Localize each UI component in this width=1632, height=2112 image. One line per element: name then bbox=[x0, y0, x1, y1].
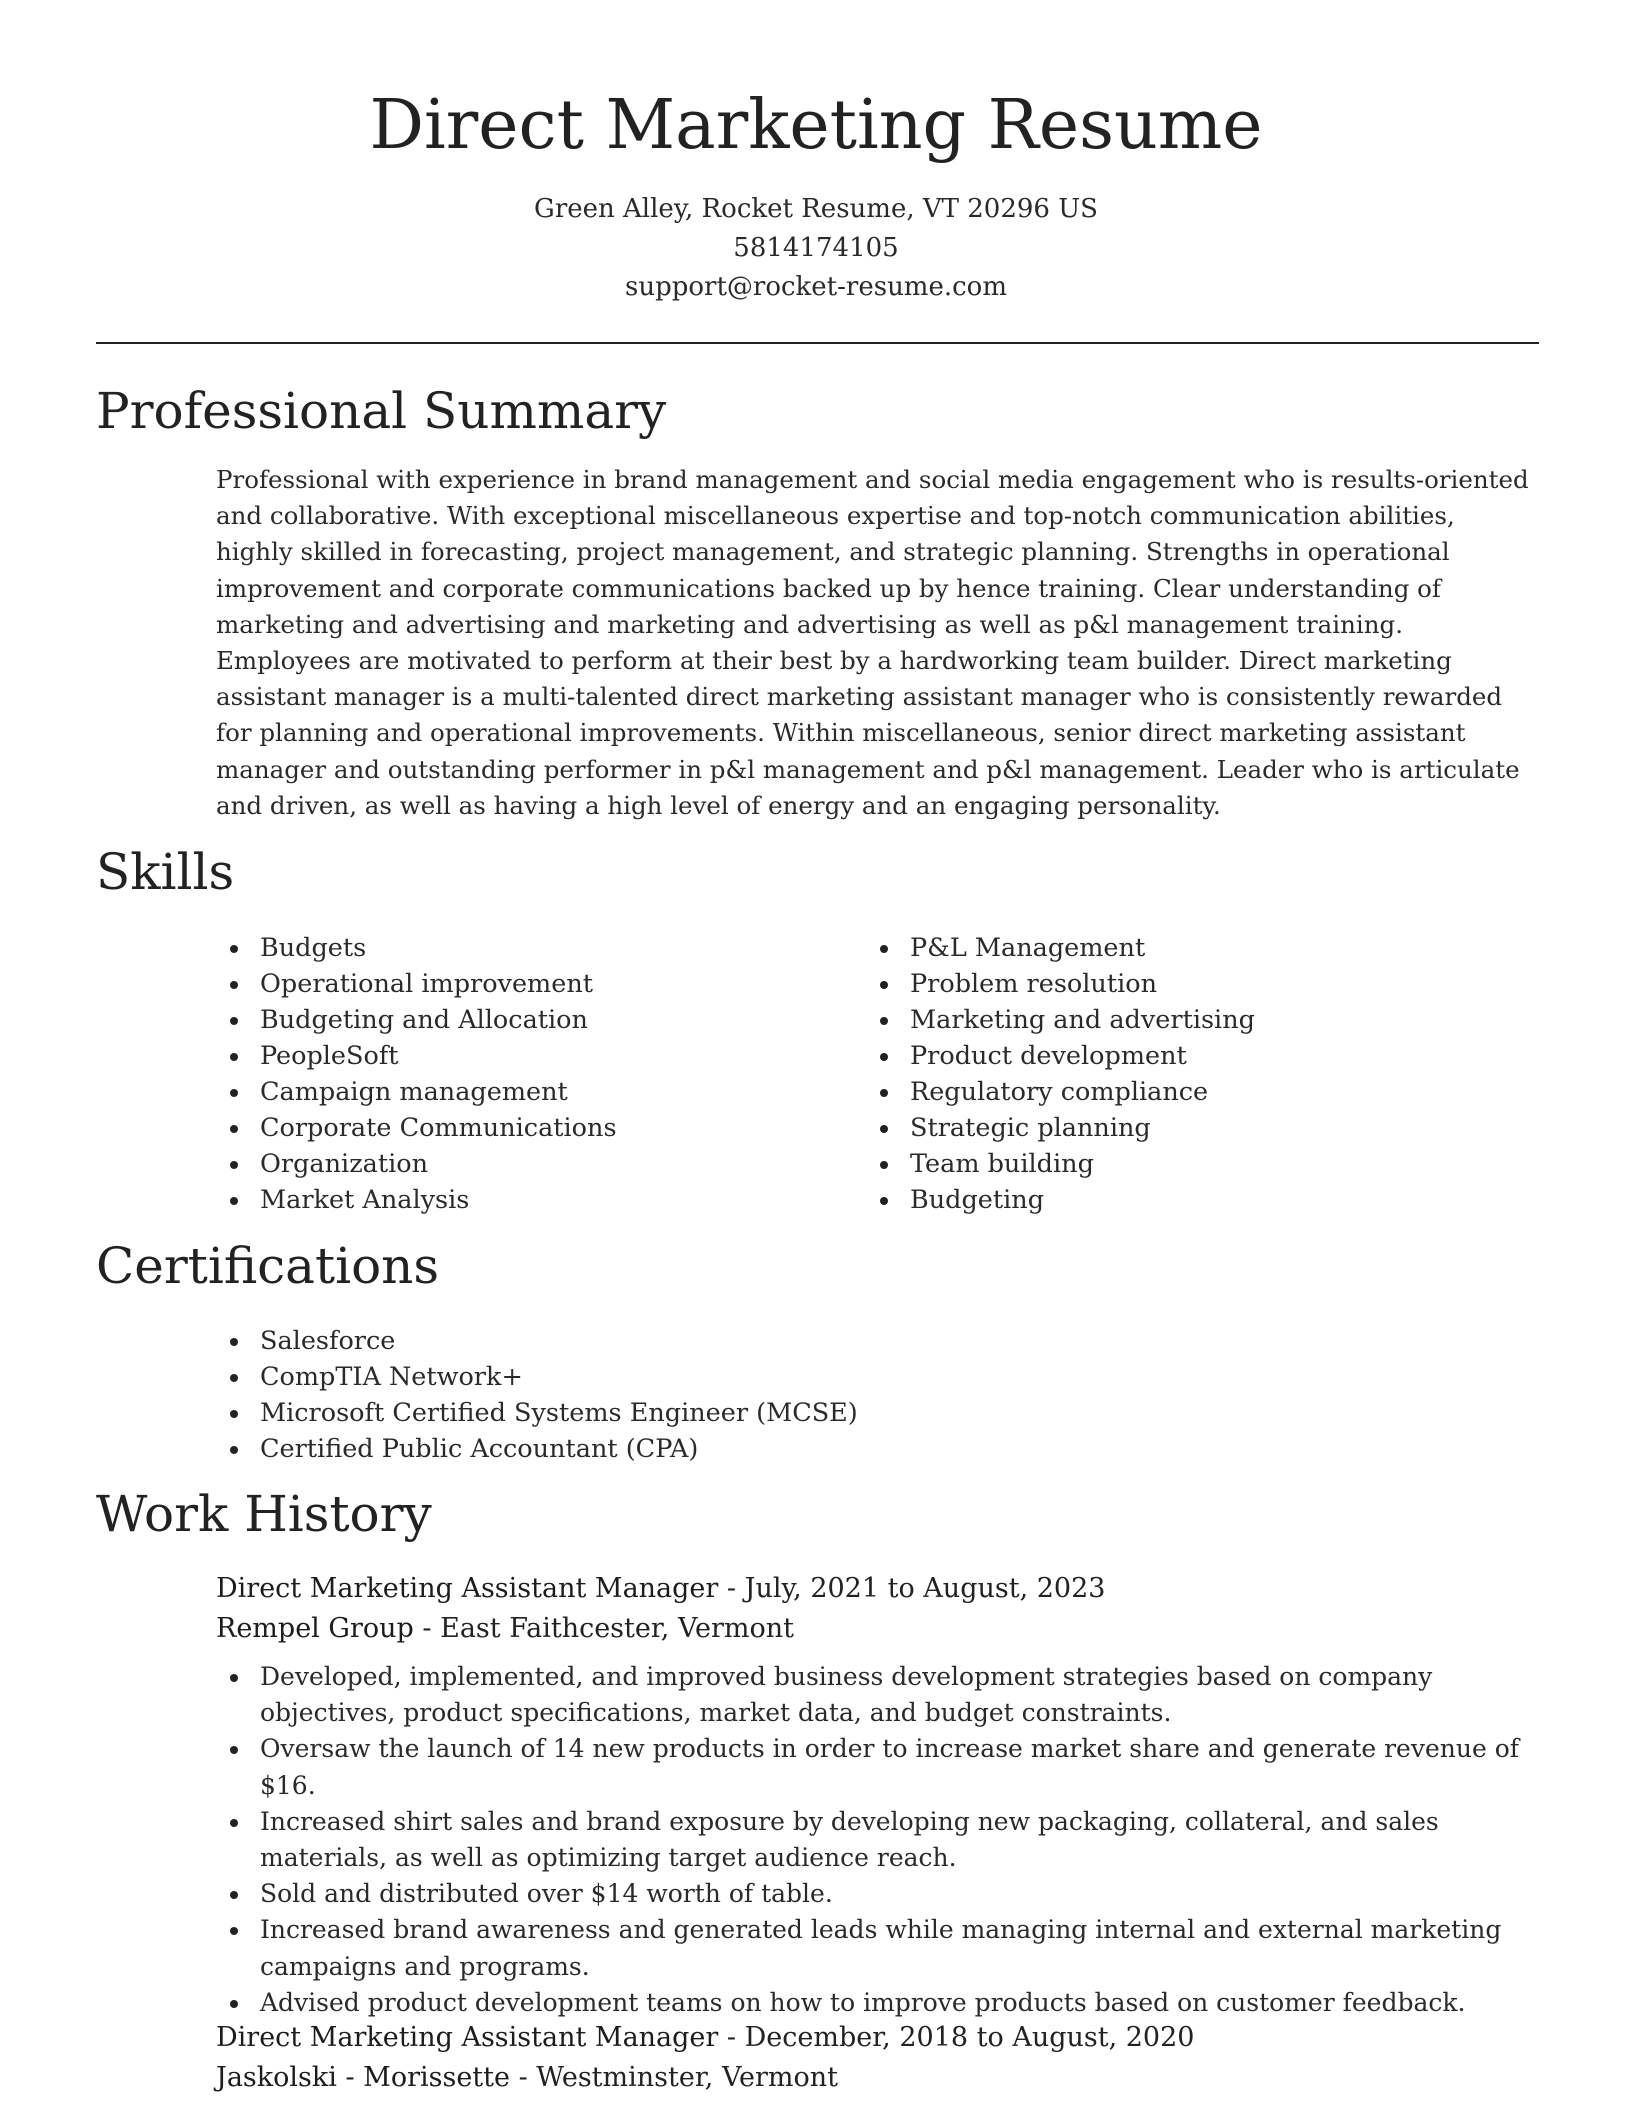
skill-item: Marketing and advertising bbox=[866, 1002, 1466, 1038]
skill-item: PeopleSoft bbox=[216, 1038, 816, 1074]
skill-item: Team building bbox=[866, 1146, 1466, 1182]
job-location: East Faithcester, Vermont bbox=[440, 1613, 794, 1644]
certification-item: Certified Public Accountant (CPA) bbox=[216, 1431, 1116, 1467]
resume-title: Direct Marketing Resume bbox=[369, 86, 1263, 165]
job-bullet: Oversaw the launch of 14 new products in order to increase market share and generate revenue of $16. bbox=[216, 1731, 1546, 1803]
section-title-skills: Skills bbox=[96, 843, 235, 901]
skill-item: Market Analysis bbox=[216, 1182, 816, 1218]
skill-item: Strategic planning bbox=[866, 1110, 1466, 1146]
skill-item: Problem resolution bbox=[866, 966, 1466, 1002]
certifications-list bbox=[216, 1323, 1116, 1467]
skill-item: Organization bbox=[216, 1146, 816, 1182]
section-title-summary: Professional Summary bbox=[96, 382, 667, 440]
resume-header bbox=[0, 84, 1632, 307]
certification-item: CompTIA Network+ bbox=[216, 1359, 1116, 1395]
section-title-work-history: Work History bbox=[96, 1485, 432, 1543]
skills-list-left bbox=[216, 930, 816, 1218]
phone: 5814174105 bbox=[733, 233, 899, 263]
skill-item: Corporate Communications bbox=[216, 1110, 816, 1146]
skill-item: P&L Management bbox=[866, 930, 1466, 966]
skill-item: Budgets bbox=[216, 930, 816, 966]
separator: - bbox=[518, 2062, 537, 2093]
job-bullet: Advised product development teams on how to improve products based on customer feedback. bbox=[216, 1985, 1546, 2021]
job-title-line bbox=[216, 2018, 1546, 2058]
skill-item: Product development bbox=[866, 1038, 1466, 1074]
skill-item: Budgeting and Allocation bbox=[216, 1002, 816, 1038]
job-company: Jaskolski - Morissette bbox=[216, 2062, 510, 2093]
certification-item: Microsoft Certified Systems Engineer (MCSE) bbox=[216, 1395, 1116, 1431]
job-company: Rempel Group bbox=[216, 1613, 414, 1644]
address: Green Alley, Rocket Resume, VT 20296 US bbox=[534, 194, 1098, 224]
job-bullet: Increased shirt sales and brand exposure by developing new packaging, collateral, and sales materials, as well as optimizing target audience reach. bbox=[216, 1804, 1546, 1876]
email: support@rocket-resume.com bbox=[624, 272, 1007, 302]
skill-item: Budgeting bbox=[866, 1182, 1466, 1218]
summary-text: Professional with experience in brand management and social media engagement who is results-oriented and collaborative. With exceptional miscellaneous expertise and top-notch communication abilities, highly skilled in forecasting, project management, and strategic planning. Strengths in operational improvement and corporate communications backed up by hence training. Clear understanding of marketing and advertising and marketing and advertising as well as p&l management training. Employees are motivated to perform at their best by a hardworking team builder. Direct marketing assistant manager is a multi-talented direct marketing assistant manager who is consistently rewarded for planning and operational improvements. Within miscellaneous, senior direct marketing assistant manager and outstanding performer in p&l management and p&l management. Leader who is articulate and driven, as well as having a high level of energy and an engaging personality. bbox=[216, 465, 1529, 820]
job-entry bbox=[216, 2018, 1546, 2098]
separator: - bbox=[726, 1573, 745, 1604]
header-divider bbox=[96, 342, 1539, 344]
job-bullet: Increased brand awareness and generated leads while managing internal and external marketing campaigns and programs. bbox=[216, 1912, 1546, 1984]
contact-block bbox=[0, 190, 1632, 307]
separator: - bbox=[422, 1613, 441, 1644]
job-entry bbox=[216, 1569, 1546, 2021]
job-position: Direct Marketing Assistant Manager bbox=[216, 2022, 719, 2053]
job-title-line bbox=[216, 1569, 1546, 1609]
skill-item: Campaign management bbox=[216, 1074, 816, 1110]
certification-item: Salesforce bbox=[216, 1323, 1116, 1359]
separator: - bbox=[726, 2022, 745, 2053]
job-dates: July, 2021 to August, 2023 bbox=[744, 1573, 1106, 1604]
skill-item: Operational improvement bbox=[216, 966, 816, 1002]
skill-item: Regulatory compliance bbox=[866, 1074, 1466, 1110]
job-dates: December, 2018 to August, 2020 bbox=[744, 2022, 1195, 2053]
job-bullet-list bbox=[216, 1659, 1546, 2021]
section-title-certifications: Certifications bbox=[96, 1237, 440, 1295]
job-company-line bbox=[216, 1609, 1546, 1649]
job-bullet: Developed, implemented, and improved business development strategies based on company objectives, product specifications, market data, and budget constraints. bbox=[216, 1659, 1546, 1731]
job-position: Direct Marketing Assistant Manager bbox=[216, 1573, 719, 1604]
job-bullet: Sold and distributed over $14 worth of table. bbox=[216, 1876, 1546, 1912]
job-company-line bbox=[216, 2058, 1546, 2098]
job-location: Westminster, Vermont bbox=[536, 2062, 838, 2093]
skills-list-right bbox=[866, 930, 1466, 1218]
